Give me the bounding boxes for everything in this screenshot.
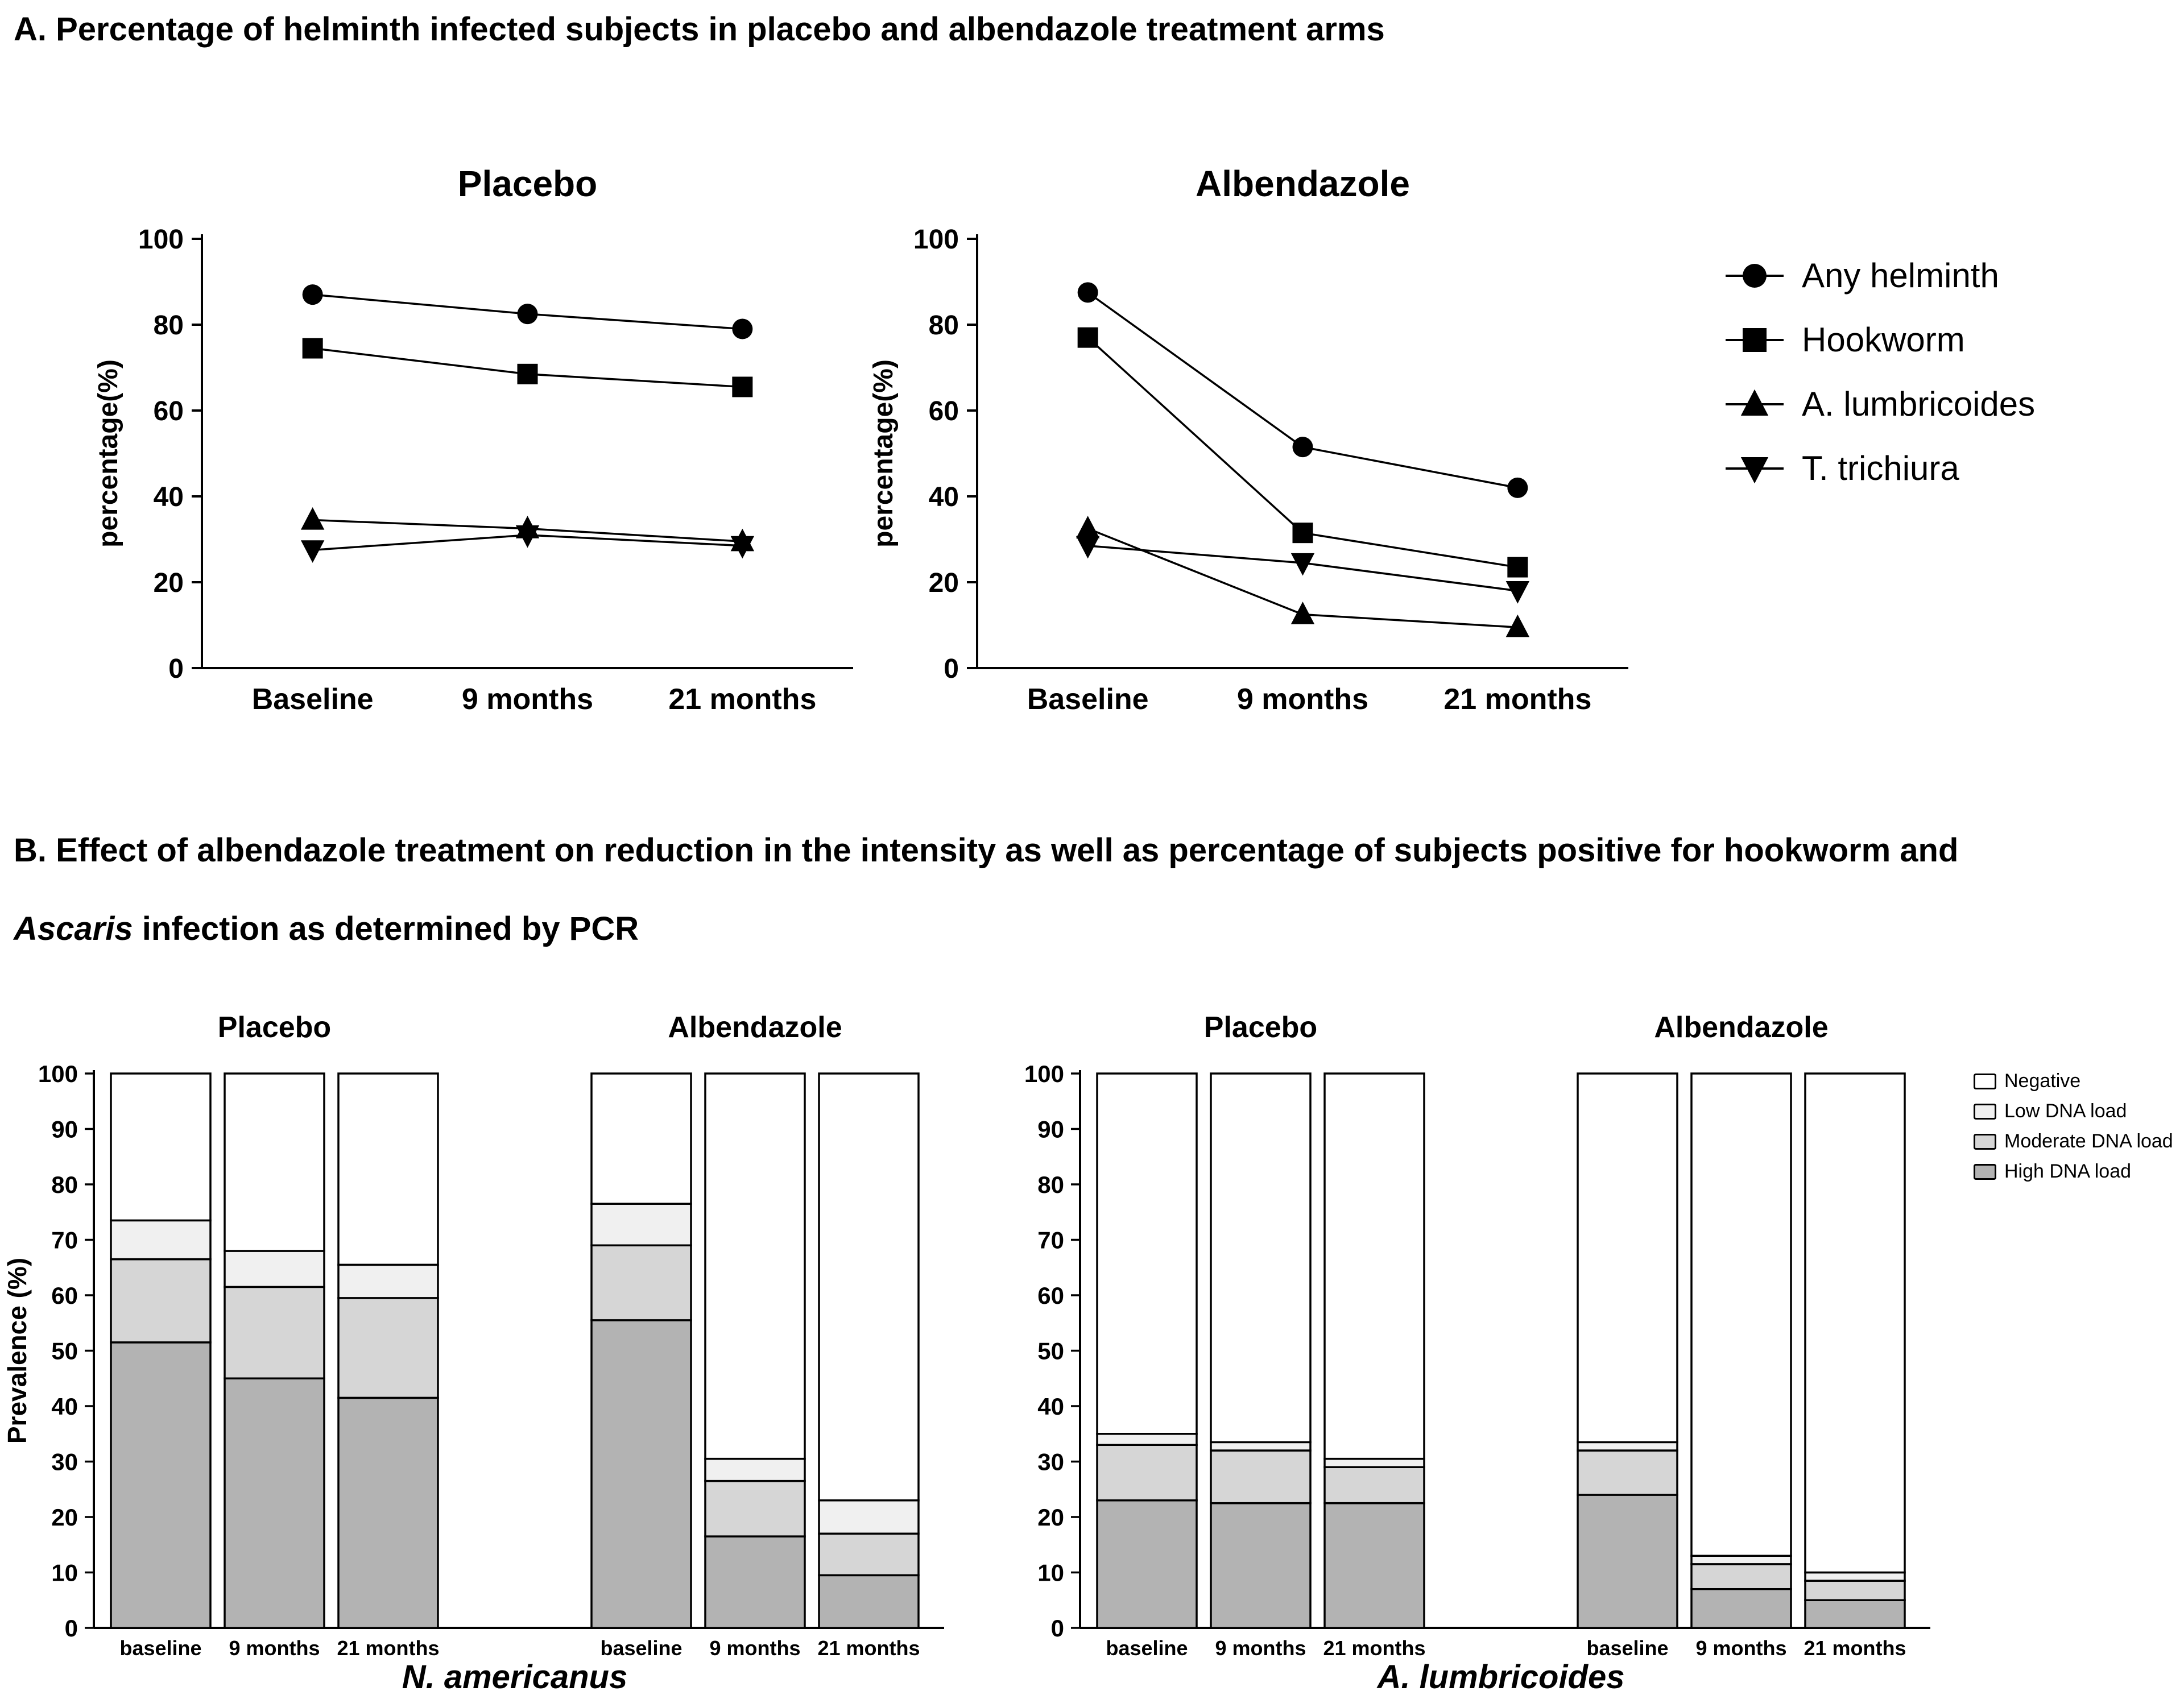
legend-swatch-icon bbox=[1974, 1104, 1996, 1120]
x-tick-label: 9 months bbox=[229, 1636, 320, 1660]
legend-label: High DNA load bbox=[2004, 1161, 2132, 1182]
legend-label: Low DNA load bbox=[2004, 1100, 2127, 1122]
y-tick-label: 0 bbox=[944, 654, 959, 684]
triangle-down-marker-icon bbox=[1723, 450, 1786, 487]
legend-label: T. trichiura bbox=[1802, 449, 1959, 487]
legend-item-a-lumbricoides bbox=[1723, 384, 2035, 424]
panel-b-legend bbox=[1974, 1070, 2173, 1183]
legend-item-t-trichiura bbox=[1723, 449, 2035, 488]
panel-b-heading-italic-word: Ascaris bbox=[14, 910, 133, 947]
legend-label: A. lumbricoides bbox=[1802, 385, 2036, 423]
n-americanus-stacked-chart bbox=[0, 1000, 990, 1691]
y-tick-label: 40 bbox=[51, 1393, 78, 1420]
bar-albendazole-9-months bbox=[705, 1074, 805, 1628]
y-tick-label: 20 bbox=[1037, 1504, 1064, 1531]
bar-albendazole-21-months bbox=[1805, 1074, 1905, 1628]
series-t-trichiura bbox=[301, 525, 754, 563]
legend-label: Hookworm bbox=[1802, 321, 1965, 359]
y-tick-label: 30 bbox=[1037, 1448, 1064, 1476]
y-tick-label: 80 bbox=[51, 1171, 78, 1198]
axes bbox=[138, 225, 853, 684]
bar-albendazole-baseline bbox=[592, 1074, 691, 1628]
y-tick-label: 20 bbox=[153, 568, 184, 598]
y-tick-label: 100 bbox=[38, 1060, 78, 1087]
y-tick-label: 80 bbox=[153, 310, 184, 341]
y-axis-label: percentage(%) bbox=[868, 359, 899, 548]
bar-placebo-9-months bbox=[1211, 1074, 1310, 1628]
y-tick-label: 40 bbox=[153, 482, 184, 512]
y-tick-label: 10 bbox=[1037, 1559, 1064, 1586]
x-tick-label: 21 months bbox=[668, 683, 817, 716]
chart-title: Placebo bbox=[457, 163, 598, 204]
square-marker-icon bbox=[1723, 322, 1786, 358]
y-tick-label: 20 bbox=[928, 568, 959, 598]
legend-label: Moderate DNA load bbox=[2004, 1130, 2173, 1152]
x-tick-label: 9 months bbox=[1236, 683, 1369, 716]
panel-b-heading-line2 bbox=[14, 910, 639, 948]
x-tick-label: baseline bbox=[1586, 1636, 1669, 1660]
circle-marker-icon bbox=[1723, 258, 1786, 294]
triangle-up-marker-icon bbox=[1723, 386, 1786, 422]
y-tick-label: 0 bbox=[64, 1615, 78, 1642]
y-tick-label: 20 bbox=[51, 1504, 78, 1531]
y-axis-label: Prevalence (%) bbox=[2, 1257, 32, 1444]
bar-placebo-21-months bbox=[338, 1074, 438, 1628]
y-tick-label: 60 bbox=[51, 1282, 78, 1309]
panel-a-heading: A. Percentage of helminth infected subjects in placebo and albendazole treatment arms bbox=[14, 11, 1385, 48]
bar-placebo-baseline bbox=[111, 1074, 210, 1628]
y-axis-label: percentage(%) bbox=[93, 359, 123, 548]
panel-a-legend bbox=[1723, 256, 2035, 488]
bar-placebo-9-months bbox=[225, 1074, 324, 1628]
y-tick-label: 60 bbox=[153, 396, 184, 426]
y-tick-label: 90 bbox=[51, 1116, 78, 1143]
x-tick-label: 21 months bbox=[1804, 1636, 1906, 1660]
series-hookworm bbox=[303, 338, 753, 397]
y-tick-label: 100 bbox=[1024, 1060, 1064, 1087]
x-axis-title: N. americanus bbox=[402, 1659, 628, 1691]
x-tick-label: baseline bbox=[600, 1636, 682, 1660]
chart-title: Albendazole bbox=[1196, 163, 1410, 204]
albendazole-line-chart bbox=[855, 142, 1668, 768]
placebo-line-chart bbox=[80, 142, 893, 768]
y-tick-label: 80 bbox=[1037, 1171, 1064, 1198]
x-tick-label: 21 months bbox=[337, 1636, 440, 1660]
x-tick-label: baseline bbox=[1106, 1636, 1188, 1660]
x-tick-label: baseline bbox=[119, 1636, 202, 1660]
legend-swatch-icon bbox=[1974, 1074, 1996, 1089]
axes bbox=[913, 225, 1628, 684]
x-tick-label: 9 months bbox=[709, 1636, 801, 1660]
legend-label: Any helminth bbox=[1802, 256, 1999, 295]
y-tick-label: 100 bbox=[913, 225, 959, 255]
group-title: Placebo bbox=[217, 1011, 332, 1044]
series-t-trichiura bbox=[1076, 536, 1529, 604]
legend-label: Negative bbox=[2004, 1070, 2081, 1092]
bar-placebo-baseline bbox=[1097, 1074, 1197, 1628]
y-tick-label: 60 bbox=[928, 396, 959, 426]
y-tick-label: 60 bbox=[1037, 1282, 1064, 1309]
y-tick-label: 40 bbox=[1037, 1393, 1064, 1420]
y-tick-label: 40 bbox=[928, 482, 959, 512]
y-tick-label: 100 bbox=[138, 225, 184, 255]
x-tick-label: Baseline bbox=[1027, 683, 1149, 716]
legend-swatch-icon bbox=[1974, 1134, 1996, 1150]
legend-item-any-helminth bbox=[1723, 256, 2035, 295]
y-tick-label: 50 bbox=[51, 1337, 78, 1365]
x-tick-label: Baseline bbox=[251, 683, 374, 716]
y-tick-label: 10 bbox=[51, 1559, 78, 1586]
legend-item-negative bbox=[1974, 1070, 2173, 1092]
panel-b-heading-line1: B. Effect of albendazole treatment on reduction in the intensity as well as percentage of subjects positive for hookworm and bbox=[14, 832, 1959, 869]
bar-albendazole-baseline bbox=[1578, 1074, 1677, 1628]
group-title: Placebo bbox=[1203, 1011, 1318, 1044]
legend-item-low-dna-load bbox=[1974, 1100, 2173, 1122]
legend-item-high-dna-load bbox=[1974, 1161, 2173, 1183]
x-tick-label: 21 months bbox=[817, 1636, 920, 1660]
panel-b-heading-rest: infection as determined by PCR bbox=[133, 910, 639, 947]
x-axis-title: A. lumbricoides bbox=[1377, 1659, 1625, 1691]
legend-item-hookworm bbox=[1723, 320, 2035, 359]
bar-albendazole-9-months bbox=[1691, 1074, 1791, 1628]
y-tick-label: 80 bbox=[928, 310, 959, 341]
bar-albendazole-21-months bbox=[819, 1074, 919, 1628]
group-title: Albendazole bbox=[668, 1011, 842, 1044]
y-tick-label: 50 bbox=[1037, 1337, 1064, 1365]
x-tick-label: 9 months bbox=[1695, 1636, 1787, 1660]
group-title: Albendazole bbox=[1654, 1011, 1829, 1044]
series-any-helminth bbox=[303, 284, 753, 339]
y-tick-label: 70 bbox=[51, 1226, 78, 1254]
y-tick-label: 0 bbox=[168, 654, 184, 684]
y-tick-label: 0 bbox=[1050, 1615, 1064, 1642]
legend-item-moderate-dna-load bbox=[1974, 1130, 2173, 1153]
y-tick-label: 70 bbox=[1037, 1226, 1064, 1254]
legend-swatch-icon bbox=[1974, 1164, 1996, 1180]
x-tick-label: 21 months bbox=[1443, 683, 1592, 716]
x-tick-label: 21 months bbox=[1323, 1636, 1426, 1660]
a-lumbricoides-stacked-chart bbox=[986, 1000, 1976, 1691]
y-tick-label: 90 bbox=[1037, 1116, 1064, 1143]
y-tick-label: 30 bbox=[51, 1448, 78, 1476]
bar-placebo-21-months bbox=[1325, 1074, 1424, 1628]
x-tick-label: 9 months bbox=[1215, 1636, 1306, 1660]
x-tick-label: 9 months bbox=[461, 683, 594, 716]
